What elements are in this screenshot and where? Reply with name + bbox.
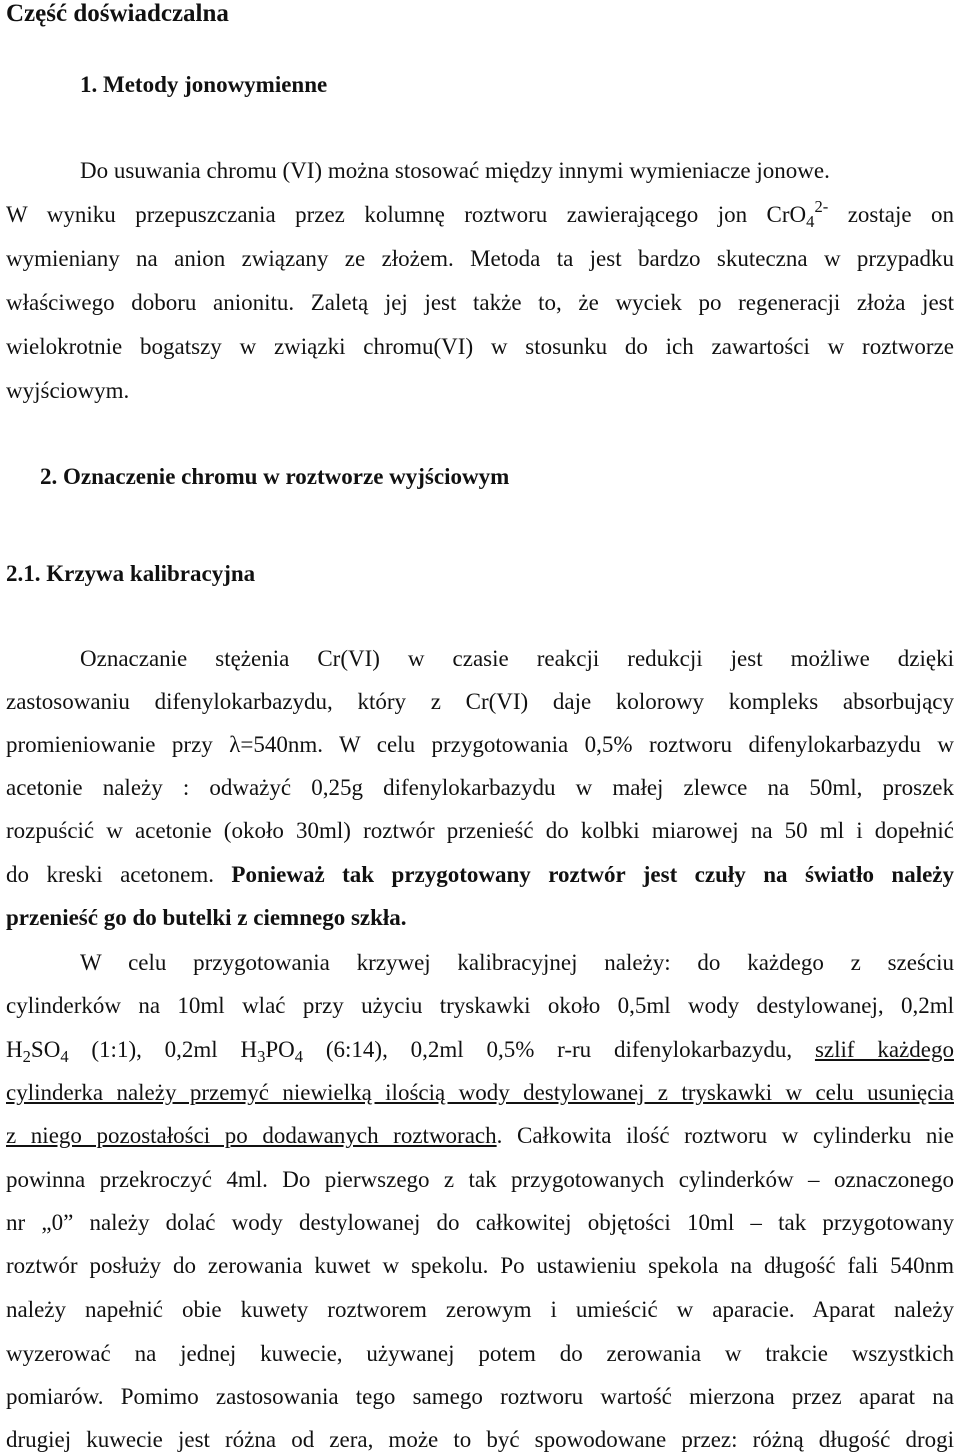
paragraph-line: drugiej kuwecie jest różna od zera, może to być spowodowane przez: różną długość drogi	[6, 1427, 954, 1452]
heading-1: 1. Metody jonowymienne	[80, 72, 328, 97]
paragraph-line: należy napełnić obie kuwety roztworem zerowym i umieścić w aparacie. Aparat należy	[6, 1297, 954, 1322]
paragraph-line: pomiarów. Pomimo zastosowania tego samego roztworu wartość mierzona przez aparat na	[6, 1384, 954, 1409]
paragraph-line: właściwego doboru anionitu. Zaletą jej jest także to, że wyciek po regeneracji złoża jest	[6, 290, 954, 315]
text-run: zostaje on	[828, 202, 955, 227]
paragraph-line: wielokrotnie bogatszy w związki chromu(VI) w stosunku do ich zawartości w roztworze	[6, 334, 954, 359]
text-run: W wyniku przepuszczania przez kolumnę roztworu zawierającego jon CrO	[6, 202, 807, 227]
underlined-text: cylinderka należy przemyć niewielką ilością wody destylowanej z tryskawki w celu usunięcia	[6, 1080, 954, 1105]
text-run: do kreski acetonem.	[6, 862, 232, 887]
paragraph-line: wyjściowym.	[6, 378, 130, 403]
paragraph-line: cylinderków na 10ml wlać przy użyciu tryskawki około 0,5ml wody destylowanej, 0,2ml	[6, 993, 954, 1018]
underlined-text: szlif każdego	[814, 1037, 954, 1062]
paragraph-line	[6, 861, 954, 889]
superscript: 2-	[814, 197, 829, 216]
formula-h3po4: $_3PO_4$	[257, 1037, 304, 1066]
formula-h2so4: $H_2SO_4$	[6, 1037, 69, 1066]
text-run: . Całkowita ilość roztworu w cylinderku nie	[496, 1123, 954, 1148]
paragraph-line	[6, 1122, 954, 1150]
underlined-text: z niego pozostałości po dodawanych roztworach	[6, 1123, 497, 1148]
sub-heading: 2.1. Krzywa kalibracyjna	[6, 561, 256, 586]
paragraph-line: rozpuścić w acetonie (około 30ml) roztwór przenieść do kolbki miarowej na 50 ml i dopełnić	[6, 818, 954, 843]
paragraph-line: wyzerować na jednej kuwecie, używanej potem do zerowania w trakcie wszystkich	[6, 1341, 954, 1366]
bold-warning-text: Ponieważ tak przygotowany roztwór jest czuły na światło należy	[231, 862, 954, 887]
paragraph-line: acetonie należy : odważyć 0,25g difenylokarbazydu w małej zlewce na 50ml, proszek	[6, 775, 954, 800]
text-run: (1:1), 0,2ml H	[68, 1037, 258, 1062]
paragraph-line: W celu przygotowania krzywej kalibracyjnej należy: do każdego z sześciu	[80, 950, 954, 975]
section-title: Część doświadczalna	[6, 0, 229, 27]
text-run: (6:14), 0,2ml 0,5% r-ru difenylokarbazydu,	[303, 1037, 815, 1062]
paragraph-line: wymieniany na anion związany ze złożem. Metoda ta jest bardzo skuteczna w przypadku	[6, 246, 954, 271]
paragraph-line	[6, 197, 955, 231]
paragraph-line: roztwór posłuży do zerowania kuwet w spekolu. Po ustawieniu spekola na długość fali 540nm	[6, 1253, 954, 1278]
paragraph-line: powinna przekroczyć 4ml. Do pierwszego z tak przygotowanych cylinderków – oznaczonego	[6, 1167, 954, 1192]
heading-2: 2. Oznaczenie chromu w roztworze wyjściowym	[40, 464, 510, 489]
paragraph-line	[6, 1036, 954, 1066]
paragraph-line: Do usuwania chromu (VI) można stosować między innymi wymieniacze jonowe.	[80, 158, 830, 183]
paragraph-line: Oznaczanie stężenia Cr(VI) w czasie reakcji redukcji jest możliwe dzięki	[80, 646, 954, 671]
paragraph-line: zastosowaniu difenylokarbazydu, który z Cr(VI) daje kolorowy kompleks absorbujący	[6, 689, 954, 714]
paragraph-line: nr „0” należy dolać wody destylowanej do całkowitej objętości 10ml – tak przygotowany	[6, 1210, 954, 1235]
subscript: 4	[806, 212, 815, 231]
paragraph-line: promieniowanie przy λ=540nm. W celu przygotowania 0,5% roztworu difenylokarbazydu w	[6, 732, 954, 757]
bold-warning-text: przenieść go do butelki z ciemnego szkła.	[6, 905, 407, 930]
